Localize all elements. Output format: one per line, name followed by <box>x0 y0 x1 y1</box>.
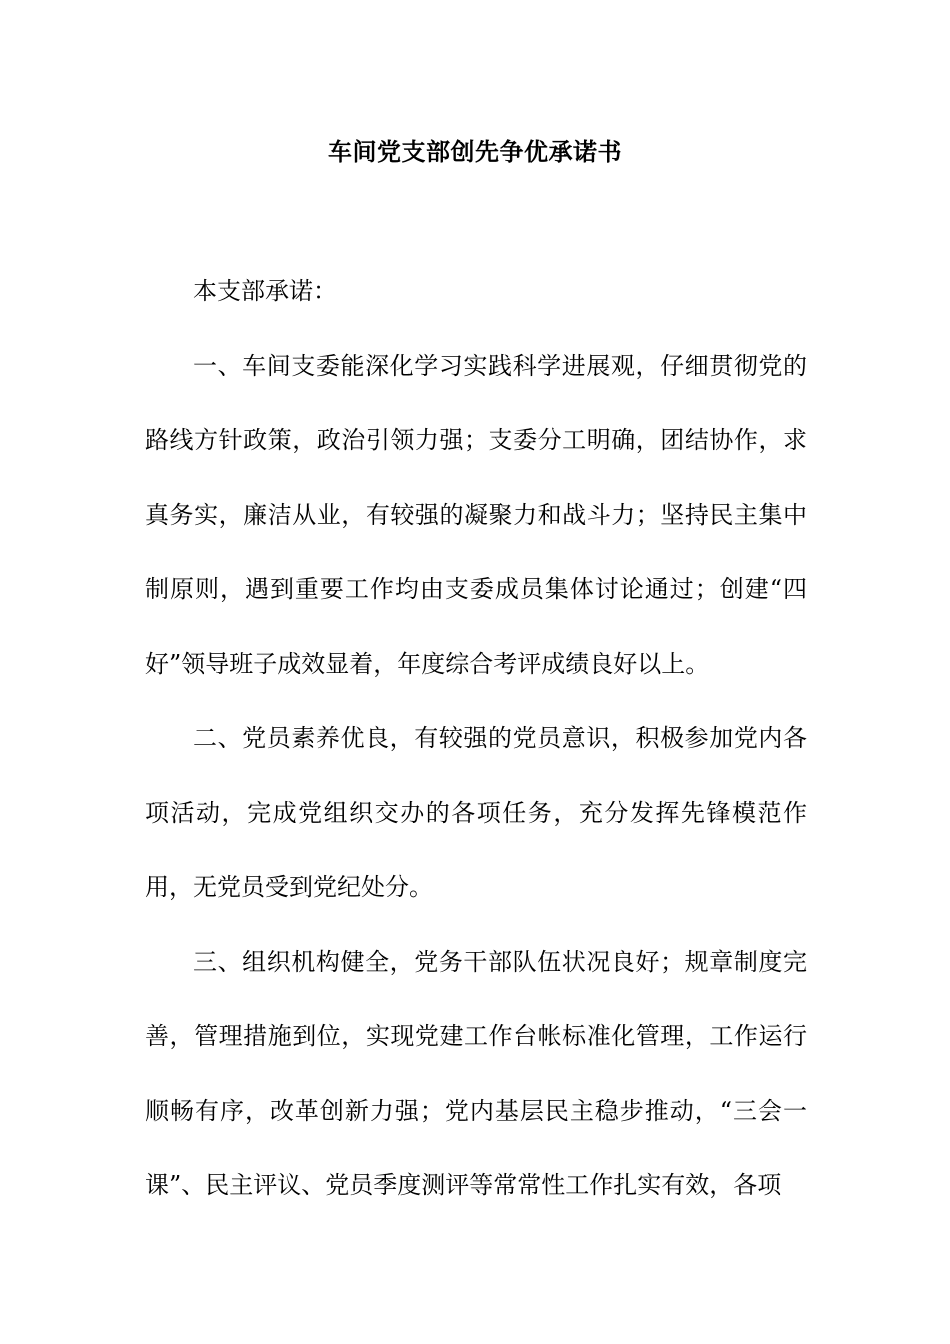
paragraph-commitment-3: 三、组织机构健全，党务干部队伍状况良好；规章制度完善，管理措施到位，实现党建工作台帐标准化管理，工作运行顺畅有序，改革创新力强；党内基层民主稳步推动，“三会一课”、民主评议、党员季度测评等常常性工作扎实有效，各项 <box>145 947 807 1199</box>
document-body <box>145 254 807 1223</box>
paragraph-commitment-2: 二、党员素养优良，有较强的党员意识，积极参加党内各项活动，完成党组织交办的各项任务，充分发挥先锋模范作用，无党员受到党纪处分。 <box>145 724 807 901</box>
paragraph-commitment-1: 一、车间支委能深化学习实践科学进展观，仔细贯彻党的路线方针政策，政治引领力强；支委分工明确，团结协作，求真务实，廉洁从业，有较强的凝聚力和战斗力；坚持民主集中制原则，遇到重要工作均由支委成员集体讨论通过；创建“四好”领导班子成效显着，年度综合考评成绩良好以上。 <box>145 351 807 678</box>
paragraph-intro: 本支部承诺： <box>193 277 337 305</box>
document-title: 车间党支部创先争优承诺书 <box>328 138 622 166</box>
